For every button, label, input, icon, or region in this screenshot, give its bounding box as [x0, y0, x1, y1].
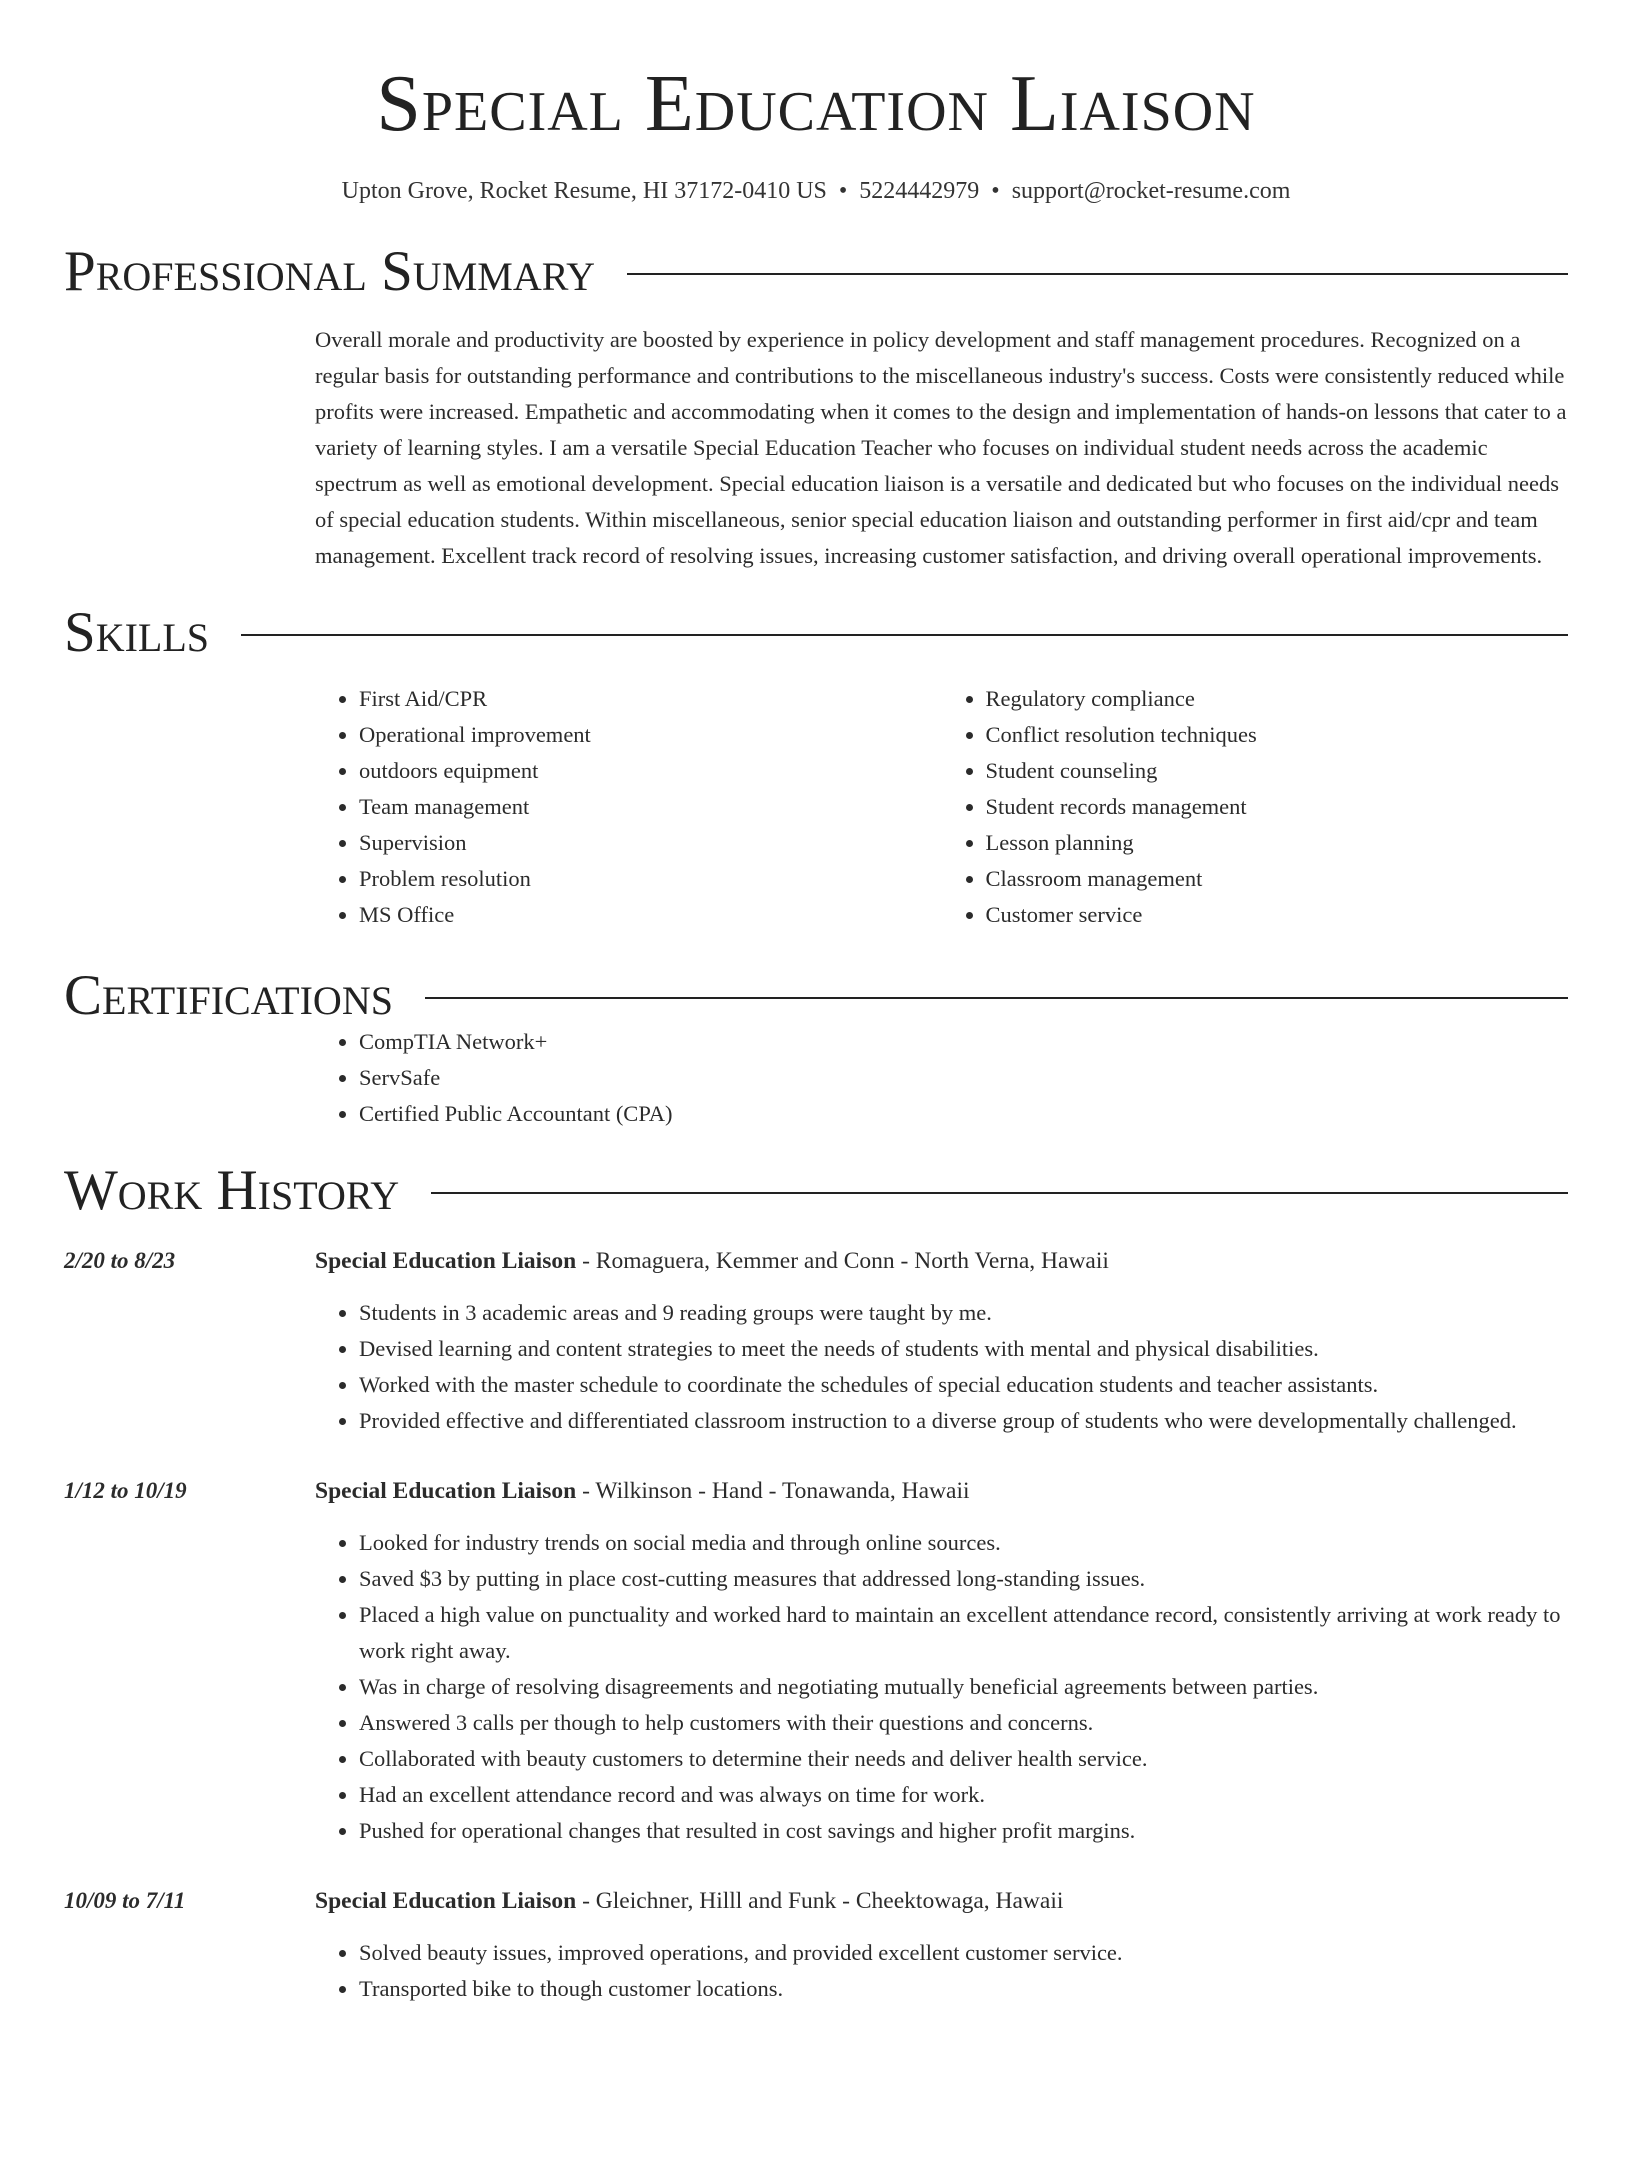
certifications-section-header	[64, 964, 1568, 1027]
section-divider	[627, 273, 1568, 275]
certification-item: • Certified Public Accountant (CPA)	[359, 1096, 1568, 1132]
job-duty: • Pushed for operational changes that resulted in cost savings and higher profit margins.	[359, 1813, 1568, 1849]
skill-item: • Conflict resolution techniques	[986, 717, 1569, 753]
contact-phone: 5224442979	[859, 178, 980, 204]
section-divider	[425, 997, 1568, 999]
job-dates: 1/12 to 10/19	[64, 1478, 187, 1503]
job-dates: 2/20 to 8/23	[64, 1248, 176, 1273]
job-duty: • Devised learning and content strategies to meet the needs of students with mental and physical disabilities.	[359, 1331, 1568, 1367]
job-employer-location: - Gleichner, Hilll and Funk - Cheektowaga, Hawaii	[576, 1888, 1064, 1914]
job-heading	[315, 1883, 1568, 1919]
contact-separator: •	[838, 178, 848, 204]
job-duty: • Placed a high value on punctuality and worked hard to maintain an excellent attendance record, consistently arriving at work ready to work right away.	[359, 1597, 1568, 1669]
summary-text: Overall morale and productivity are boosted by experience in policy development and staff management procedures. Recognized on a regular basis for outstanding performance and contributions to the miscellaneous industry's success. Costs were consistently reduced while profits were increased. Empathetic and accommodating when it comes to the design and implementation of hands-on lessons that cater to a variety of learning styles. I am a versatile Special Education Teacher who focuses on individual student needs across the academic spectrum as well as emotional development. Special education liaison is a versatile and dedicated but who focuses on the individual needs of special education students. Within miscellaneous, senior special education liaison and outstanding performer in first aid/cpr and team management. Excellent track record of resolving issues, increasing customer satisfaction, and driving overall operational improvements.	[315, 327, 1567, 568]
skill-item: • Operational improvement	[359, 717, 942, 753]
job-duty: • Answered 3 calls per though to help customers with their questions and concerns.	[359, 1705, 1568, 1741]
job-duty: • Worked with the master schedule to coordinate the schedules of special education students and teacher assistants.	[359, 1367, 1568, 1403]
work-history-section	[64, 1243, 1568, 2007]
skill-item: • MS Office	[359, 897, 942, 933]
skill-item: • outdoors equipment	[359, 753, 942, 789]
job-duty: • Transported bike to though customer locations.	[359, 1971, 1568, 2007]
contact-line	[64, 178, 1568, 205]
job-heading	[315, 1243, 1568, 1279]
job-entry	[64, 1243, 1568, 1439]
skills-right-list	[942, 681, 1569, 933]
skills-section	[315, 681, 1568, 933]
section-divider	[241, 634, 1568, 636]
contact-address: Upton Grove, Rocket Resume, HI 37172-0410 US	[341, 178, 827, 204]
skill-item: • Regulatory compliance	[986, 681, 1569, 717]
resume-page	[0, 60, 1632, 2176]
certification-item: • ServSafe	[359, 1060, 1568, 1096]
certification-item: • CompTIA Network+	[359, 1024, 1568, 1060]
job-title: Special Education Liaison	[315, 1478, 577, 1504]
contact-separator: •	[991, 178, 1000, 204]
summary-section	[315, 322, 1568, 574]
job-duty: • Saved $3 by putting in place cost-cutting measures that addressed long-standing issues.	[359, 1561, 1568, 1597]
work-history-heading: Work History	[64, 1159, 400, 1222]
job-duties-list	[315, 1295, 1568, 1439]
summary-heading: Professional Summary	[64, 240, 596, 303]
job-main	[315, 1473, 1568, 1849]
skills-grid	[315, 681, 1568, 933]
skill-item: • Student counseling	[986, 753, 1569, 789]
contact-email[interactable]: support@rocket-resume.com	[1011, 178, 1291, 204]
job-duty: • Looked for industry trends on social media and through online sources.	[359, 1525, 1568, 1561]
job-employer-location: - Romaguera, Kemmer and Conn - North Verna, Hawaii	[576, 1248, 1109, 1274]
job-entry	[64, 1883, 1568, 2007]
certifications-section	[315, 1024, 1568, 1132]
skill-item: • Problem resolution	[359, 861, 942, 897]
work-history-section-header	[64, 1159, 1568, 1222]
job-duty: • Students in 3 academic areas and 9 reading groups were taught by me.	[359, 1295, 1568, 1331]
skill-item: • Team management	[359, 789, 942, 825]
job-main	[315, 1883, 1568, 2007]
job-entry	[64, 1473, 1568, 1849]
job-title: Special Education Liaison	[315, 1248, 577, 1274]
skill-item: • Classroom management	[986, 861, 1569, 897]
skills-left-list	[315, 681, 942, 933]
job-title: Special Education Liaison	[315, 1888, 577, 1914]
certifications-list	[315, 1024, 1568, 1132]
skill-item: • First Aid/CPR	[359, 681, 942, 717]
candidate-name: Special Education Liaison	[376, 60, 1256, 148]
skill-item: • Lesson planning	[986, 825, 1569, 861]
job-dates: 10/09 to 7/11	[64, 1888, 186, 1913]
section-divider	[431, 1192, 1568, 1194]
job-duty: • Was in charge of resolving disagreements and negotiating mutually beneficial agreements between parties.	[359, 1669, 1568, 1705]
job-main	[315, 1243, 1568, 1439]
job-duty: • Provided effective and differentiated classroom instruction to a diverse group of students who were developmentally challenged.	[359, 1403, 1568, 1439]
job-duty: • Had an excellent attendance record and was always on time for work.	[359, 1777, 1568, 1813]
summary-section-header	[64, 240, 1568, 303]
certifications-heading: Certifications	[64, 964, 393, 1027]
job-duty: • Collaborated with beauty customers to determine their needs and deliver health service.	[359, 1741, 1568, 1777]
skills-heading: Skills	[64, 601, 210, 664]
skill-item: • Supervision	[359, 825, 942, 861]
skill-item: • Student records management	[986, 789, 1569, 825]
job-duties-list	[315, 1935, 1568, 2007]
skill-item: • Customer service	[986, 897, 1569, 933]
job-employer-location: - Wilkinson - Hand - Tonawanda, Hawaii	[576, 1478, 970, 1504]
job-heading	[315, 1473, 1568, 1509]
skills-section-header	[64, 601, 1568, 664]
job-duties-list	[315, 1525, 1568, 1849]
job-duty: • Solved beauty issues, improved operations, and provided excellent customer service.	[359, 1935, 1568, 1971]
